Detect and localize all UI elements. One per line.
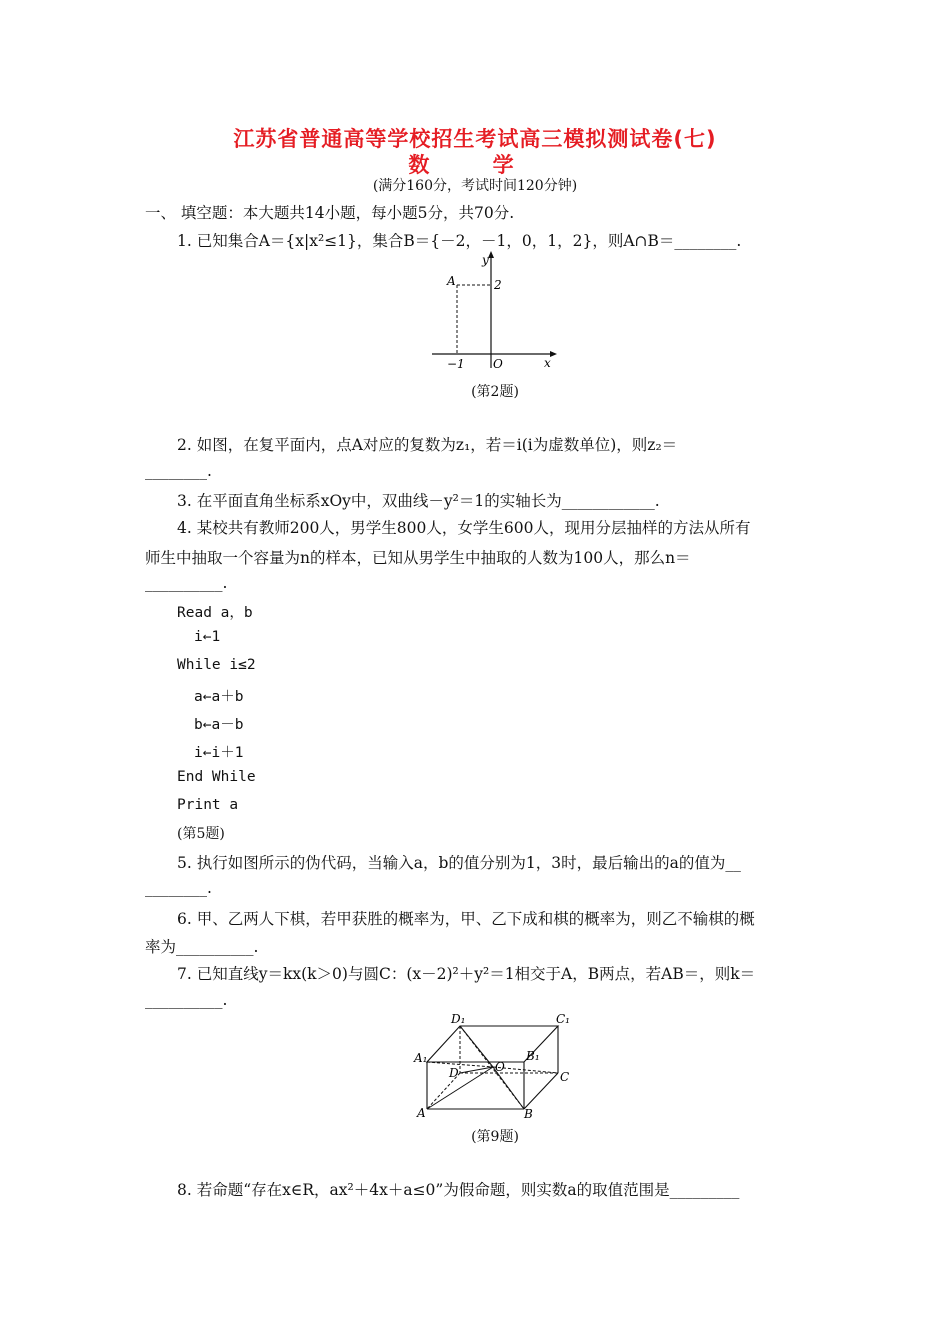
pseudocode-line: b←a－b — [194, 717, 244, 733]
vertex-b1-label: B₁ — [526, 1049, 540, 1063]
vertex-b-label: B — [524, 1107, 533, 1121]
question-6-line1: 6. 甲、乙两人下棋，若甲获胜的概率为，甲、乙下成和棋的概率为，则乙不输棋的概 — [177, 910, 755, 928]
vertex-d1-label: D₁ — [451, 1012, 466, 1026]
subject-title: 数 学 — [408, 153, 542, 177]
question-4-line3: __________. — [145, 574, 228, 592]
figure-q9 — [413, 1013, 578, 1123]
caption-fig5: (第5题) — [177, 826, 225, 842]
tick-2-label: 2 — [494, 278, 502, 292]
pseudocode-line: End While — [177, 769, 256, 785]
pseudocode-line: Print a — [177, 797, 239, 813]
vertex-c-label: C — [560, 1070, 570, 1084]
question-2-line2: ________. — [145, 462, 212, 480]
question-7-line1: 7. 已知直线y＝kx(k＞0)与圆C：(x－2)²＋y²＝1相交于A，B两点，若AB＝，则k＝ — [177, 965, 756, 983]
question-6-line2: 率为__________. — [145, 938, 259, 956]
question-4-line1: 4. 某校共有教师200人，男学生800人，女学生600人，现用分层抽样的方法从所有 — [177, 519, 751, 537]
figure-q2 — [420, 250, 560, 375]
caption-fig2: (第2题) — [471, 384, 519, 400]
question-5-line1: 5. 执行如图所示的伪代码，当输入a，b的值分别为1，3时，最后输出的a的值为__ — [177, 854, 741, 872]
question-4-line2: 师生中抽取一个容量为n的样本，已知从男学生中抽取的人数为100人，那么n＝ — [145, 549, 691, 567]
section-heading: 一、 填空题：本大题共14小题，每小题5分，共70分. — [145, 204, 515, 222]
pseudocode-line: Read a，b — [177, 605, 253, 621]
tick-neg1-label: −1 — [447, 357, 465, 371]
question-5-line2: ________. — [145, 879, 212, 897]
exam-title: 江苏省普通高等学校招生考试高三模拟测试卷(七) — [233, 127, 717, 151]
pseudocode-line: i←1 — [194, 629, 221, 645]
pseudocode-line: i←i＋1 — [194, 745, 244, 761]
question-3: 3. 在平面直角坐标系xOy中，双曲线－y²＝1的实轴长为____________. — [177, 492, 660, 510]
vertex-a-label: A — [417, 1106, 426, 1120]
vertex-d-label: D — [449, 1066, 459, 1080]
exam-info: (满分160分，考试时间120分钟) — [372, 178, 578, 194]
vertex-c1-label: C₁ — [556, 1012, 570, 1026]
origin-label: O — [493, 357, 503, 371]
point-a-label: A — [447, 274, 456, 288]
caption-fig9: (第9题) — [471, 1129, 519, 1145]
x-axis-label: x — [544, 356, 551, 370]
point-o-label: O — [495, 1060, 505, 1074]
question-8: 8. 若命题“存在x∈R，ax²＋4x＋a≤0”为假命题，则实数a的取值范围是_________ — [177, 1181, 740, 1199]
y-axis-label: y — [482, 253, 489, 267]
pseudocode-line: While i≤2 — [177, 657, 256, 673]
vertex-a1-label: A₁ — [414, 1051, 428, 1065]
question-7-line2: __________. — [145, 991, 228, 1009]
question-2-line1: 2. 如图，在复平面内，点A对应的复数为z₁，若＝i(i为虚数单位)，则z₂＝ — [177, 436, 678, 454]
question-1: 1. 已知集合A＝{x|x²≤1}，集合B＝{－2，－1，0，1，2}，则A∩B＝________. — [177, 232, 742, 250]
pseudocode-line: a←a＋b — [194, 689, 244, 705]
